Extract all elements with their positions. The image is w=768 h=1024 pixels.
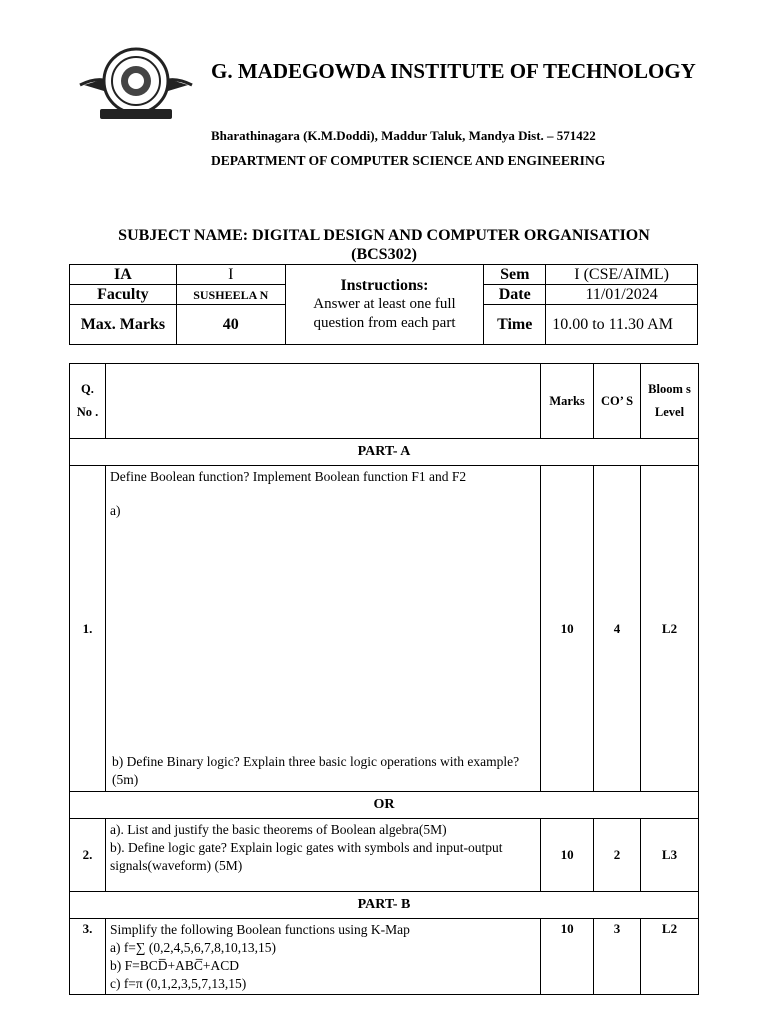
ia-value: I bbox=[176, 265, 285, 285]
col-marks: Marks bbox=[541, 364, 594, 439]
table-header-row bbox=[70, 364, 699, 439]
date-label: Date bbox=[484, 285, 546, 305]
faculty-value: SUSHEELA N bbox=[176, 285, 285, 305]
institute-name: G. MADEGOWDA INSTITUTE OF TECHNOLOGY bbox=[211, 59, 696, 83]
col-question bbox=[105, 364, 540, 439]
time-value: 10.00 to 11.30 AM bbox=[546, 305, 698, 345]
faculty-label: Faculty bbox=[70, 285, 177, 305]
question-line: Define Boolean function? Implement Boolean function F1 and F2 bbox=[109, 469, 467, 484]
subject-code: (BCS302) bbox=[351, 246, 417, 263]
table-row bbox=[70, 919, 699, 995]
question-line: a) f=∑ (0,2,4,5,6,7,8,10,13,15) bbox=[109, 940, 277, 955]
table-row bbox=[70, 466, 699, 792]
section-row bbox=[70, 892, 699, 919]
instructions-title: Instructions: bbox=[340, 277, 429, 294]
col-bloom: Bloom s Level bbox=[641, 364, 699, 439]
part-b-label: PART- B bbox=[70, 892, 699, 919]
department-name: DEPARTMENT OF COMPUTER SCIENCE AND ENGINEERING bbox=[211, 153, 606, 168]
instructions-text: Answer at least one full question from each part bbox=[313, 296, 456, 331]
marks-value: 10 bbox=[541, 819, 594, 892]
subject-heading bbox=[70, 226, 698, 264]
question-line: Simplify the following Boolean functions using K-Map bbox=[109, 922, 410, 937]
marks-value: 10 bbox=[541, 919, 594, 995]
question-line: a). List and justify the basic theorems of Boolean algebra(5M) bbox=[109, 822, 447, 837]
sem-value: I (CSE/AIML) bbox=[546, 265, 698, 285]
max-marks-value: 40 bbox=[176, 305, 285, 345]
ia-label: IA bbox=[70, 265, 177, 285]
questions-table bbox=[69, 363, 699, 995]
institute-address: Bharathinagara (K.M.Doddi), Maddur Taluk, Mandya Dist. – 571422 bbox=[211, 128, 596, 143]
subject-name: SUBJECT NAME: DIGITAL DESIGN AND COMPUTER ORGANISATION bbox=[118, 227, 650, 244]
marks-value: 10 bbox=[541, 466, 594, 792]
co-value: 2 bbox=[594, 819, 641, 892]
section-row bbox=[70, 439, 699, 466]
bloom-level: L3 bbox=[641, 819, 699, 892]
part-a-label: PART- A bbox=[70, 439, 699, 466]
question-number: 3. bbox=[70, 919, 106, 995]
table-row bbox=[70, 819, 699, 892]
col-cos: CO’ S bbox=[594, 364, 641, 439]
question-number: 1. bbox=[70, 466, 106, 792]
institute-logo bbox=[76, 47, 196, 123]
question-number: 2. bbox=[70, 819, 106, 892]
question-line: b) F=BCD̅+ABC̅+ACD bbox=[109, 958, 239, 973]
question-line: b). Define logic gate? Explain logic gates with symbols and input-output signals(waveform) (5M) bbox=[109, 840, 503, 873]
time-label: Time bbox=[484, 305, 546, 345]
exam-info-table bbox=[69, 264, 698, 345]
bloom-level: L2 bbox=[641, 919, 699, 995]
question-text bbox=[105, 919, 540, 995]
question-text bbox=[105, 819, 540, 892]
or-label: OR bbox=[70, 792, 699, 819]
question-line: b) Define Binary logic? Explain three basic logic operations with example? (5m) bbox=[111, 754, 520, 787]
col-qno: Q. No . bbox=[70, 364, 106, 439]
question-text bbox=[105, 466, 540, 792]
bloom-level: L2 bbox=[641, 466, 699, 792]
co-value: 4 bbox=[594, 466, 641, 792]
co-value: 3 bbox=[594, 919, 641, 995]
question-line: a) bbox=[109, 503, 121, 518]
section-row bbox=[70, 792, 699, 819]
question-line: c) f=π (0,1,2,3,5,7,13,15) bbox=[109, 976, 247, 991]
max-marks-label: Max. Marks bbox=[70, 305, 177, 345]
date-value: 11/01/2024 bbox=[546, 285, 698, 305]
instructions-cell bbox=[285, 265, 484, 345]
sem-label: Sem bbox=[484, 265, 546, 285]
